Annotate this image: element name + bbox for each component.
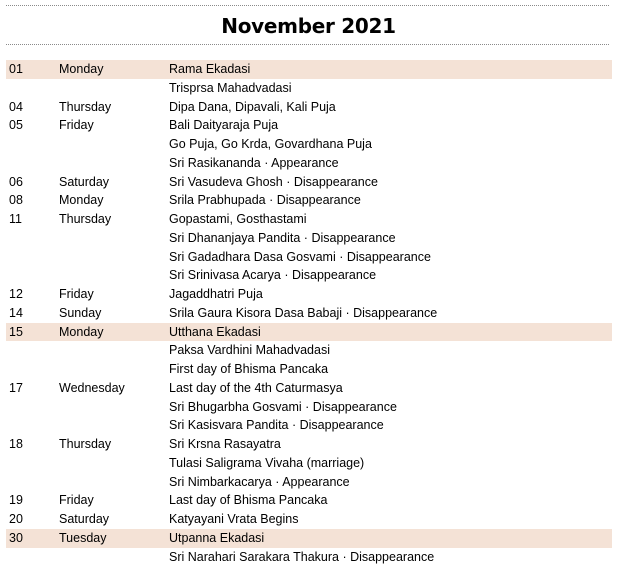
table-row — [0, 98, 617, 117]
row-date: 14 — [9, 304, 23, 323]
row-weekday: Sunday — [59, 304, 101, 323]
row-event: Jagaddhatri Puja — [169, 285, 263, 304]
row-weekday: Friday — [59, 116, 94, 135]
row-weekday: Friday — [59, 491, 94, 510]
row-weekday: Saturday — [59, 173, 109, 192]
row-weekday: Thursday — [59, 98, 111, 117]
table-row — [0, 79, 617, 98]
row-date: 06 — [9, 173, 23, 192]
row-event: Go Puja, Go Krda, Govardhana Puja — [169, 135, 372, 154]
row-event: Tulasi Saligrama Vivaha (marriage) — [169, 454, 364, 473]
row-event: Sri Dhananjaya Pandita · Disappearance — [169, 229, 396, 248]
row-weekday: Thursday — [59, 435, 111, 454]
row-event: First day of Bhisma Pancaka — [169, 360, 328, 379]
row-event: Sri Bhugarbha Gosvami · Disappearance — [169, 398, 397, 417]
row-date: 01 — [9, 60, 23, 79]
row-weekday: Wednesday — [59, 379, 125, 398]
row-weekday: Friday — [59, 285, 94, 304]
row-event: Utthana Ekadasi — [169, 323, 261, 342]
row-weekday: Tuesday — [59, 529, 106, 548]
row-date: 30 — [9, 529, 23, 548]
row-event: Sri Gadadhara Dasa Gosvami · Disappearance — [169, 248, 431, 267]
row-event: Sri Rasikananda · Appearance — [169, 154, 339, 173]
table-row — [0, 341, 617, 360]
row-weekday: Thursday — [59, 210, 111, 229]
table-row — [0, 191, 617, 210]
row-event: Srila Gaura Kisora Dasa Babaji · Disappearance — [169, 304, 437, 323]
row-event: Paksa Vardhini Mahadvadasi — [169, 341, 330, 360]
table-row-ekadasi — [6, 60, 612, 79]
row-date: 20 — [9, 510, 23, 529]
row-event: Utpanna Ekadasi — [169, 529, 264, 548]
table-row — [0, 548, 617, 566]
table-row — [0, 510, 617, 529]
table-row — [0, 398, 617, 417]
row-date: 05 — [9, 116, 23, 135]
row-event: Dipa Dana, Dipavali, Kali Puja — [169, 98, 336, 117]
row-event: Sri Narahari Sarakara Thakura · Disappearance — [169, 548, 434, 566]
row-event: Srila Prabhupada · Disappearance — [169, 191, 361, 210]
row-event: Katyayani Vrata Begins — [169, 510, 298, 529]
table-row — [0, 379, 617, 398]
table-row — [0, 248, 617, 267]
row-date: 18 — [9, 435, 23, 454]
row-event: Sri Srinivasa Acarya · Disappearance — [169, 266, 376, 285]
row-date: 11 — [9, 210, 22, 229]
row-date: 12 — [9, 285, 23, 304]
table-row — [0, 266, 617, 285]
top-dotted-rule — [6, 5, 609, 6]
row-date: 19 — [9, 491, 23, 510]
page-title: November 2021 — [0, 13, 617, 39]
table-row — [0, 135, 617, 154]
table-row-ekadasi — [6, 529, 612, 548]
table-row-ekadasi — [6, 323, 612, 342]
row-event: Sri Vasudeva Ghosh · Disappearance — [169, 173, 378, 192]
row-event: Last day of Bhisma Pancaka — [169, 491, 327, 510]
row-date: 15 — [9, 323, 23, 342]
table-row — [0, 173, 617, 192]
row-event: Bali Daityaraja Puja — [169, 116, 278, 135]
table-row — [0, 229, 617, 248]
row-date: 08 — [9, 191, 23, 210]
row-event: Trisprsa Mahadvadasi — [169, 79, 292, 98]
row-event: Sri Kasisvara Pandita · Disappearance — [169, 416, 384, 435]
table-row — [0, 454, 617, 473]
calendar-table — [0, 60, 617, 566]
row-weekday: Saturday — [59, 510, 109, 529]
table-row — [0, 116, 617, 135]
row-weekday: Monday — [59, 60, 103, 79]
row-weekday: Monday — [59, 191, 103, 210]
title-dotted-rule — [6, 44, 609, 45]
row-event: Rama Ekadasi — [169, 60, 250, 79]
row-weekday: Monday — [59, 323, 103, 342]
table-row — [0, 360, 617, 379]
row-date: 17 — [9, 379, 23, 398]
row-event: Sri Krsna Rasayatra — [169, 435, 281, 454]
table-row — [0, 491, 617, 510]
table-row — [0, 154, 617, 173]
table-row — [0, 435, 617, 454]
row-date: 04 — [9, 98, 23, 117]
row-event: Last day of the 4th Caturmasya — [169, 379, 343, 398]
row-event: Gopastami, Gosthastami — [169, 210, 307, 229]
table-row — [0, 304, 617, 323]
table-row — [0, 210, 617, 229]
table-row — [0, 416, 617, 435]
table-row — [0, 473, 617, 492]
table-row — [0, 285, 617, 304]
row-event: Sri Nimbarkacarya · Appearance — [169, 473, 350, 492]
